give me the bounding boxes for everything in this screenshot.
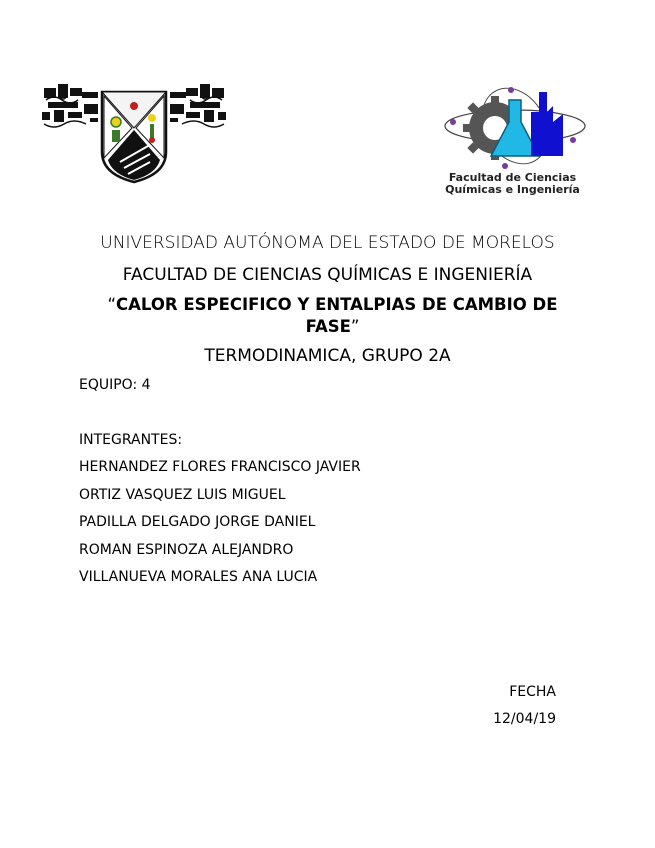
faculty-logo-caption-line2: Químicas e Ingeniería — [445, 183, 580, 196]
document-title — [90, 294, 575, 338]
course-name: TERMODINAMICA, GRUPO 2A — [204, 346, 451, 366]
date-value: 12/04/19 — [493, 711, 556, 727]
member-item: PADILLA DELGADO JORGE DANIEL — [79, 514, 316, 530]
member-item: ORTIZ VASQUEZ LUIS MIGUEL — [79, 486, 286, 503]
member-item: HERNANDEZ FLORES FRANCISCO JAVIER — [79, 459, 361, 475]
team-number: EQUIPO: 4 — [79, 377, 151, 393]
title-text: CALOR ESPECIFICO Y ENTALPIAS DE CAMBIO DE FASE — [116, 295, 558, 336]
uaem-crest-icon — [38, 78, 230, 186]
member-item: ROMAN ESPINOZA ALEJANDRO — [79, 541, 294, 558]
faculty-name: FACULTAD DE CIENCIAS QUÍMICAS E INGENIERÍA — [122, 265, 533, 285]
university-name: UNIVERSIDAD AUTÓNOMA DEL ESTADO DE MORELOS — [100, 233, 555, 253]
members-label: INTEGRANTES: — [79, 432, 183, 448]
title-close-quote: ” — [350, 317, 360, 336]
faculty-logo-caption — [425, 172, 600, 196]
faculty-logo-caption-line1: Facultad de Ciencias — [448, 171, 577, 184]
title-open-quote: “ — [107, 295, 117, 314]
date-label: FECHA — [509, 684, 556, 700]
members-list — [79, 458, 361, 596]
member-item: VILLANUEVA MORALES ANA LUCIA — [79, 569, 318, 585]
